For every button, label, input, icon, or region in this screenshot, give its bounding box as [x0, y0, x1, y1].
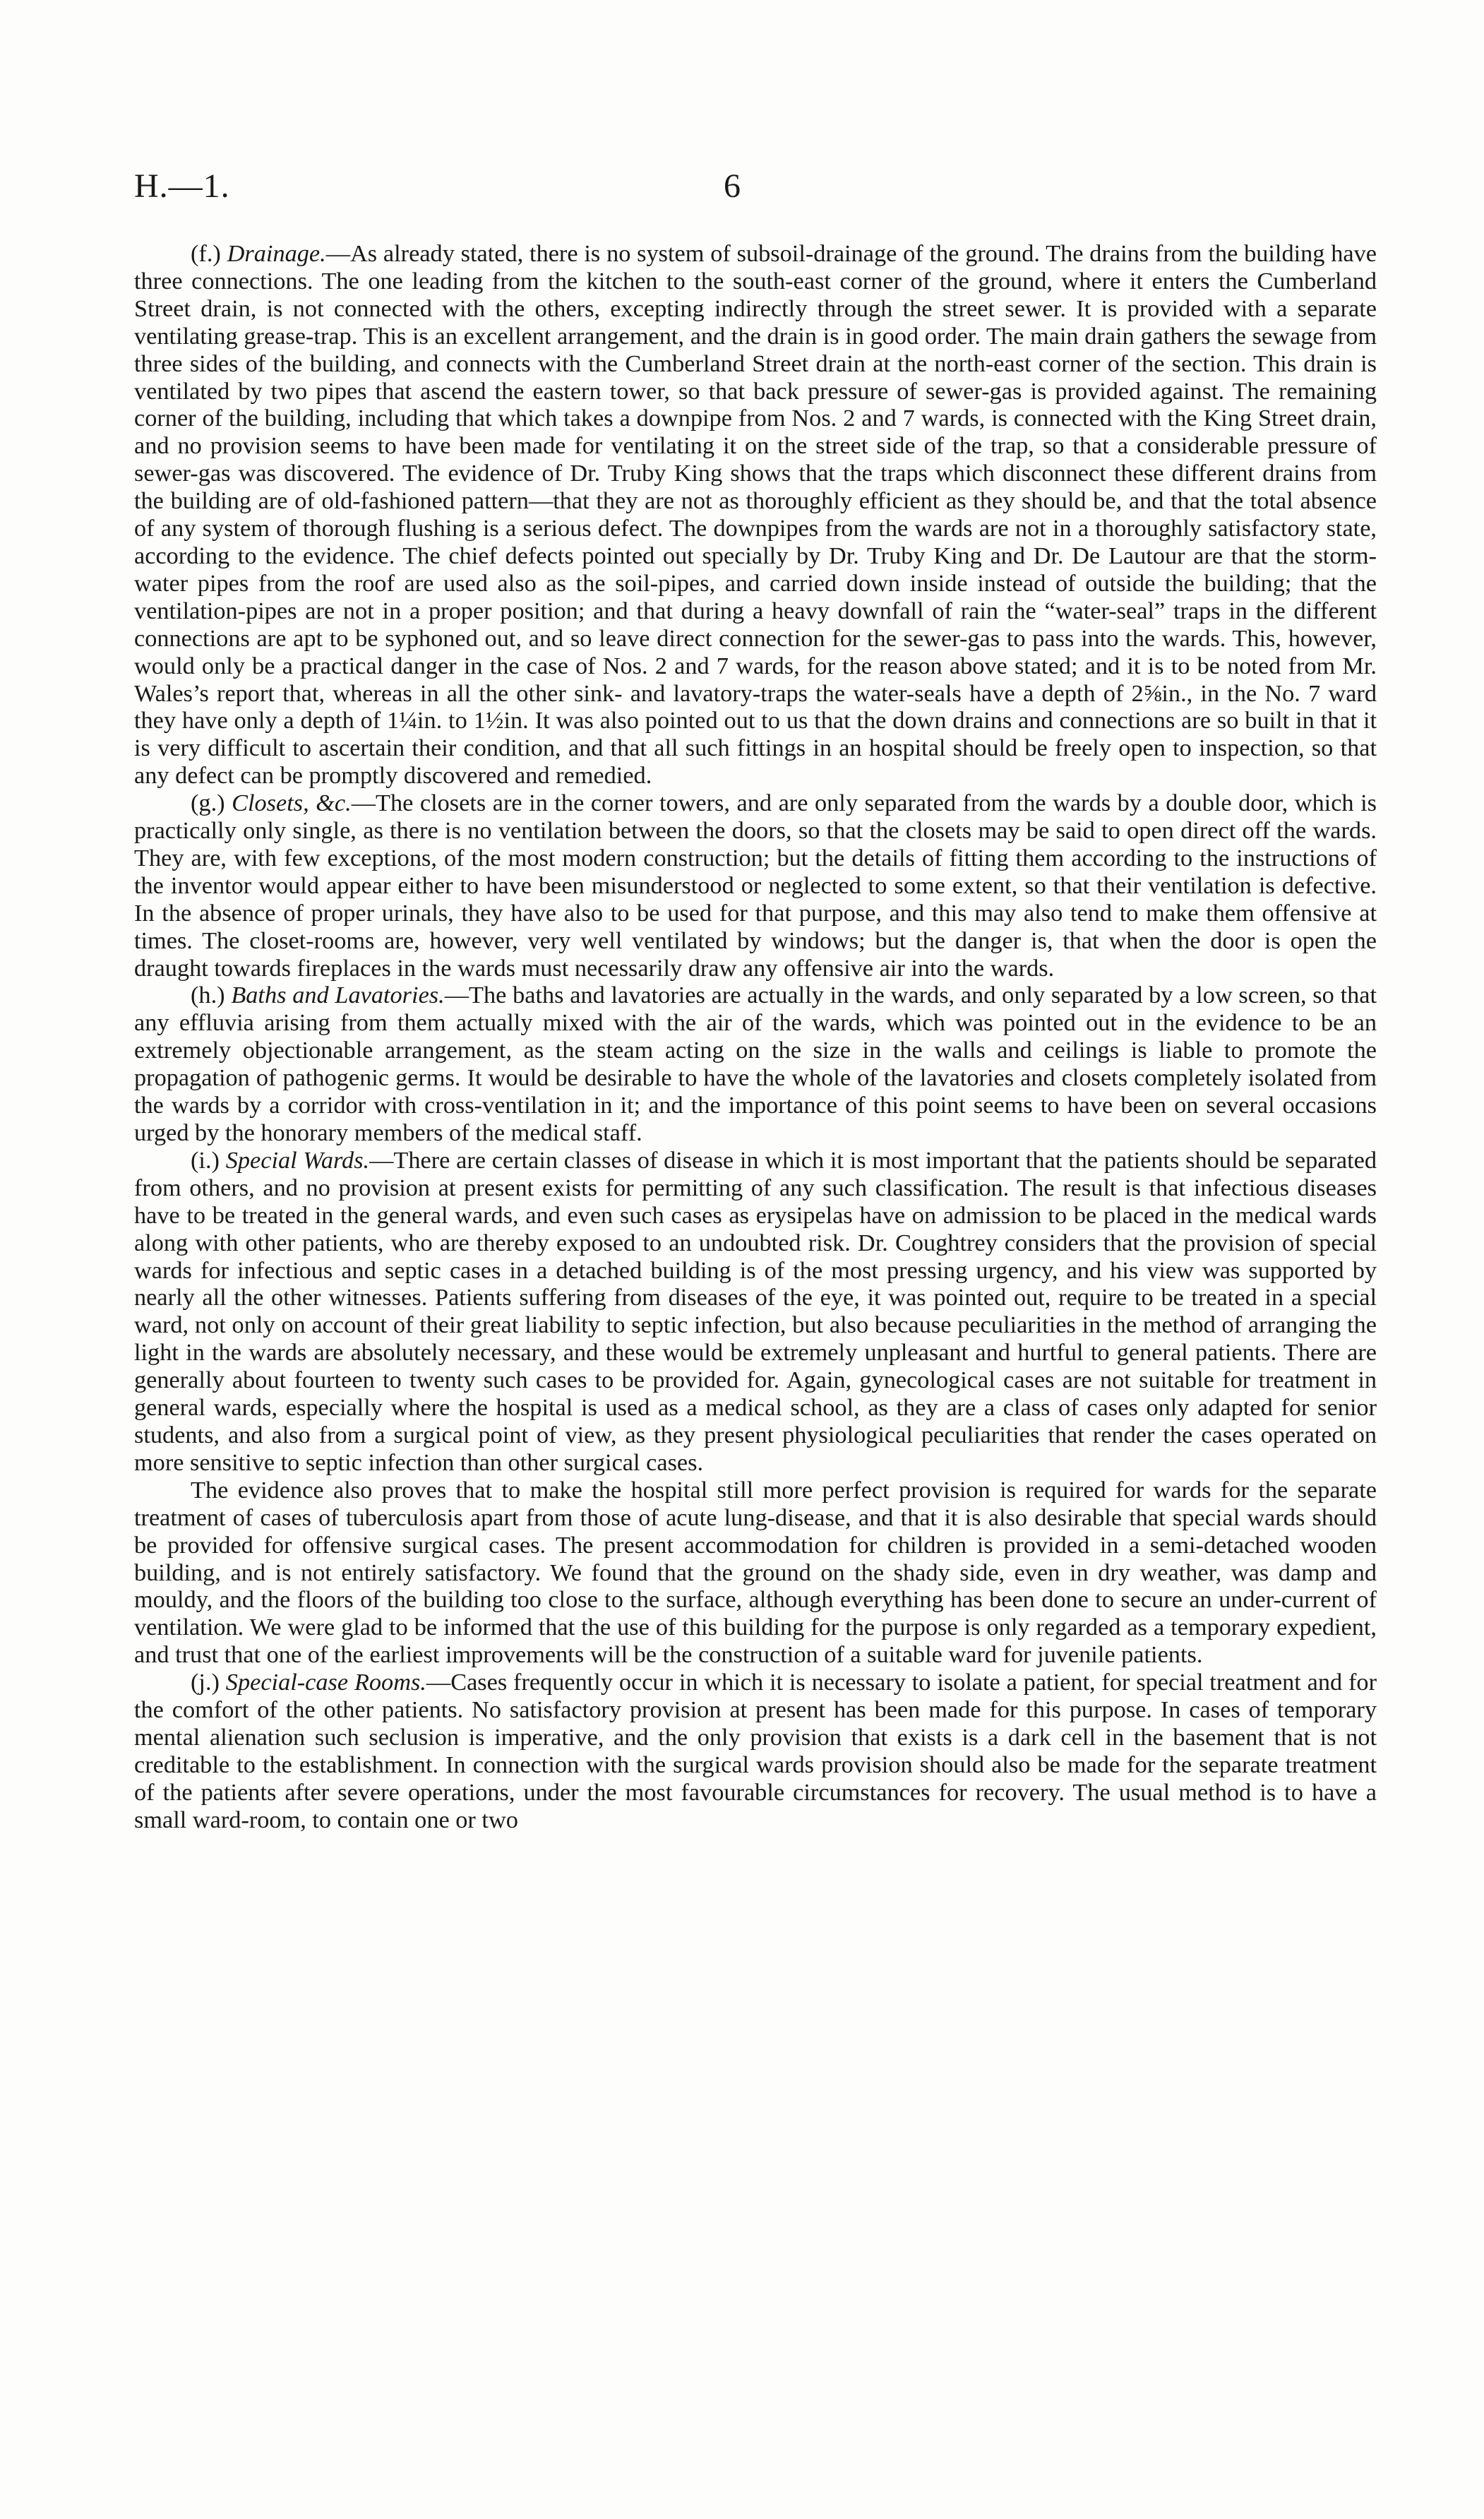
- paragraph-text: The evidence also proves that to make the hospital still more perfect provision is required for wards for the separate treatment of cases of tuberculosis apart from those of acute lung-disease, and that it is also desirable that special wards should be provided for offensive surgical cases. The present accommodation for children is provided in a semi-detached wooden building, and is not entirely satisfactory. We found that the ground on the shady side, even in dry weather, was damp and mouldy, and the floors of the building too close to the surface, although everything has been done to secure an under-current of ventilation. We were glad to be informed that the use of this building for the purpose is only regarded as a temporary expedient, and trust that one of the earliest improvements will be the construction of a suitable ward for juvenile patients.: [134, 1476, 1377, 1669]
- paragraph-text: —The closets are in the corner towers, and are only separated from the wards by a double door, which is practically only single, as there is no ventilation between the doors, so that the closets may be said to open direct off the wards. They are, with few exceptions, of the most modern construction; but the details of fitting them according to the instructions of the inventor would appear either to have been misunderstood or neglected to some extent, so that their ventilation is defective. In the absence of proper urinals, they have also to be used for that purpose, and this may also tend to make them offensive at times. The closet-rooms are, however, very well ventilated by windows; but the danger is, that when the door is open the draught towards fireplaces in the wards must necessarily draw any offensive air into the wards.: [134, 790, 1377, 982]
- paragraph-special-wards: [134, 1147, 1377, 1477]
- section-label: (h.): [191, 982, 232, 1009]
- paragraph-evidence: [134, 1477, 1377, 1669]
- paragraph-text: —The baths and lavatories are actually in the wards, and only separated by a low screen, so that any effluvia arising from them actually mixed with the air of the wards, which was pointed out in the evidence to be an extremely objectionable arrangement, as the steam acting on the size in the walls and ceilings is liable to promote the propagation of pathogenic germs. It would be desirable to have the whole of the lavatories and closets completely isolated from the wards by a corridor with cross-ventilation in it; and the importance of this point seems to have been on several occasions urged by the honorary members of the medical staff.: [134, 982, 1377, 1146]
- section-heading: Drainage.: [227, 240, 326, 267]
- paragraph-baths-lavatories: [134, 982, 1377, 1146]
- paragraph-drainage: [134, 240, 1377, 790]
- document-id: H.—1.: [134, 167, 230, 205]
- paragraph-text: —As already stated, there is no system of subsoil-drainage of the ground. The drains from the building have three connections. The one leading from the kitchen to the south-east corner of the ground, where it enters the Cumberland Street drain, is not connected with the others, excepting indirectly through the street sewer. It is provided with a separate ventilating grease-trap. This is an excellent arrangement, and the drain is in good order. The main drain gathers the sewage from three sides of the building, and connects with the Cumberland Street drain at the north-east corner of the section. This drain is ventilated by two pipes that ascend the eastern tower, so that back pressure of sewer-gas is provided against. The remaining corner of the building, including that which takes a downpipe from Nos. 2 and 7 wards, is connected with the King Street drain, and no provision seems to have been made for ventilating it on the street side of the trap, so that a considerable pressure of sewer-gas was discovered. The evidence of Dr. Truby King shows that the traps which disconnect these different drains from the building are of old-fashioned pattern—that they are not as thoroughly efficient as they should be, and that the total absence of any system of thorough flushing is a serious defect. The downpipes from the wards are not in a thoroughly satisfactory state, according to the evidence. The chief defects pointed out specially by Dr. Truby King and Dr. De Lautour are that the storm-water pipes from the roof are used also as the soil-pipes, and carried down inside instead of outside the building; that the ventilation-pipes are not in a proper position; and that during a heavy downfall of rain the “water-seal” traps in the different connections are apt to be syphoned out, and so leave direct connection for the sewer-gas to pass into the wards. This, however, would only be a practical danger in the case of Nos. 2 and 7 wards, for the reason above stated; and it is to be noted from Mr. Wales’s report that, whereas in all the other sink- and lavatory-traps the water-seals have a depth of 2⅝in., in the No. 7 ward they have only a depth of 1¼in. to 1½in. It was also pointed out to us that the down drains and connections are so built in that it is very difficult to ascertain their condition, and that all such fittings in an hospital should be freely open to inspection, so that any defect can be promptly discovered and remedied.: [134, 240, 1377, 790]
- page-number: 6: [724, 167, 741, 205]
- section-heading: Special-case Rooms.: [225, 1669, 426, 1696]
- section-label: (i.): [191, 1146, 226, 1174]
- section-heading: Baths and Lavatories.: [231, 982, 445, 1009]
- section-heading: Special Wards.: [225, 1146, 370, 1174]
- section-label: (f.): [191, 240, 227, 267]
- paragraph-closets: [134, 790, 1377, 982]
- body-text: [134, 240, 1377, 1834]
- section-label: (j.): [191, 1669, 226, 1696]
- paragraph-special-case-rooms: [134, 1669, 1377, 1833]
- section-heading: Closets, &c.: [232, 790, 352, 817]
- section-label: (g.): [191, 790, 232, 817]
- paragraph-text: —There are certain classes of disease in which it is most important that the patients should be separated from others, and no provision at present exists for permitting of any such classification. The result is that infectious diseases have to be treated in the general wards, and even such cases as erysipelas have on admission to be placed in the medical wards along with other patients, who are thereby exposed to an undoubted risk. Dr. Coughtrey considers that the provision of special wards for infectious and septic cases in a detached building is of the most pressing urgency, and his view was supported by nearly all the other witnesses. Patients suffering from diseases of the eye, it was pointed out, require to be treated in a special ward, not only on account of their great liability to septic infection, but also because peculiarities in the method of arranging the light in the wards are absolutely necessary, and these would be extremely unpleasant and hurtful to general patients. There are generally about fourteen to twenty such cases to be provided for. Again, gynecological cases are not suitable for treatment in general wards, especially where the hospital is used as a medical school, as they are a class of cases only adapted for senior students, and also from a surgical point of view, as they present physiological peculiarities that render the cases operated on more sensitive to septic infection than other surgical cases.: [134, 1146, 1377, 1476]
- paragraph-text: —Cases frequently occur in which it is necessary to isolate a patient, for special treatment and for the comfort of the other patients. No satisfactory provision at present has been made for this purpose. In cases of temporary mental alienation such seclusion is imperative, and the only provision that exists is a dark cell in the basement that is not creditable to the establishment. In connection with the surgical wards provision should also be made for the separate treatment of the patients after severe operations, under the most favourable circumstances for recovery. The usual method is to have a small ward-room, to contain one or two: [134, 1669, 1377, 1833]
- page-header: [134, 167, 1377, 216]
